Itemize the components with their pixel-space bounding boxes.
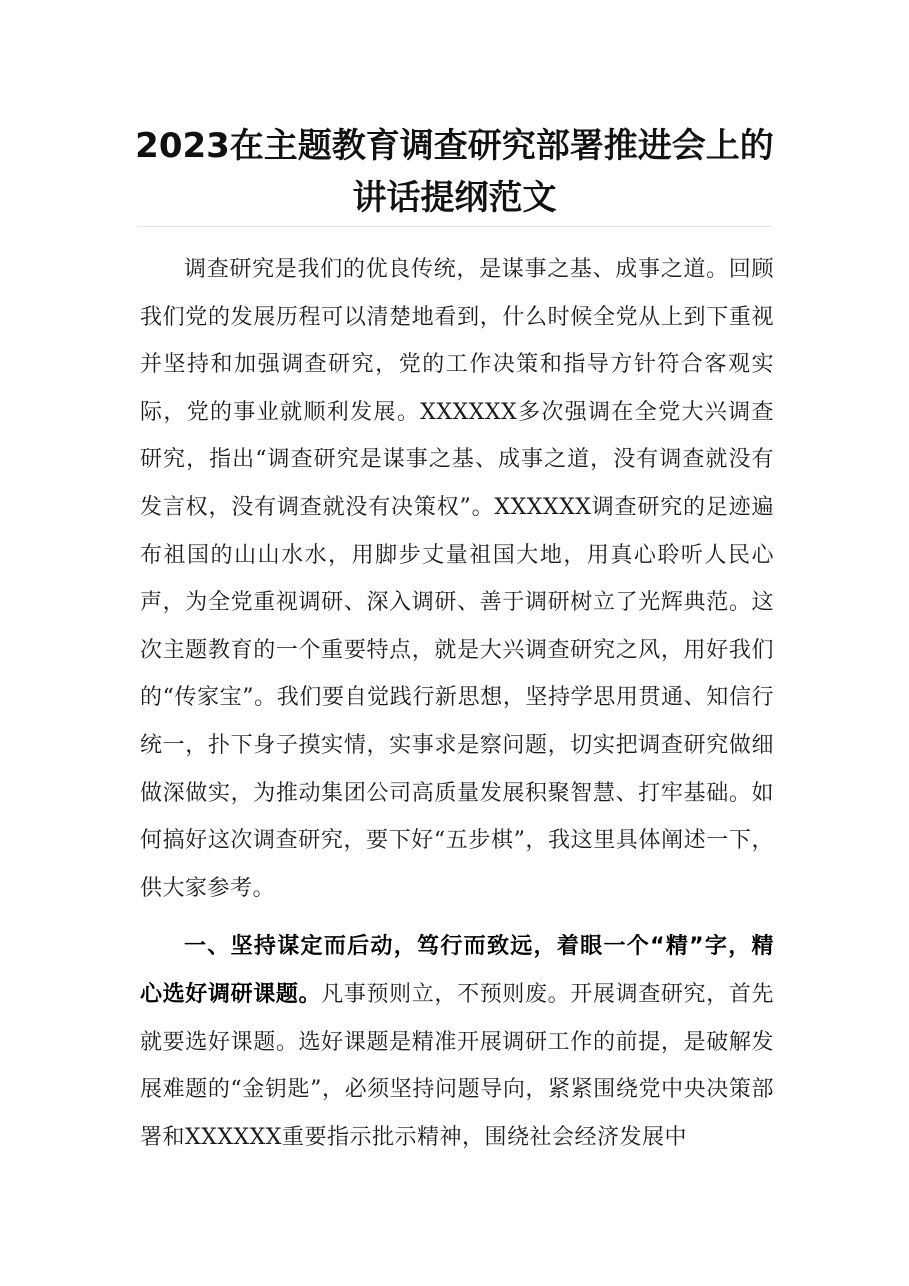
intro-paragraph: 调查研究是我们的优良传统，是谋事之基、成事之道。回顾我们党的发展历程可以清楚地看到，什么时候全党从上到下重视并坚持和加强调查研究，党的工作决策和指导方针符合客观实际，党的事业就顺利发展。XXXXXX多次强调在全党大兴调查研究，指出“调查研究是谋事之基、成事之道，没有调查就没有发言权，没有调查就没有决策权”。XXXXXX调查研究的足迹遍布祖国的山山水水，用脚步丈量祖国大地，用真心聆听人民心声，为全党重视调研、深入调研、善于调研树立了光辉典范。这次主题教育的一个重要特点，就是大兴调查研究之风，用好我们的“传家宝”。我们要自觉践行新思想，坚持学思用贯通、知信行统一，扑下身子摸实情，实事求是察问题，切实把调查研究做细做深做实，为推动集团公司高质量发展积聚智慧、打牢基础。如何搞好这次调查研究，要下好“五步棋”，我这里具体阐述一下，供大家参考。 — [140, 257, 774, 901]
document-body — [140, 246, 774, 1161]
document-title: 2023在主题教育调查研究部署推进会上的讲话提纲范文 — [135, 126, 774, 218]
section-one-text: 凡事预则立，不预则废。开展调查研究，首先就要选好课题。选好课题是精准开展调研工作的前提，是破解发展难题的“金钥匙”，必须坚持问题导向，紧紧围绕党中央决策部署和XXXXXX重要指示批示精神，围绕社会经济发展中 — [140, 981, 774, 1150]
title-divider — [138, 226, 772, 227]
section-one-heading: 一、坚持谋定而后动，笃行而致远，着眼一个“精”字，精心选好调研课题。 — [140, 934, 774, 1007]
section-one-paragraph — [140, 923, 774, 1161]
